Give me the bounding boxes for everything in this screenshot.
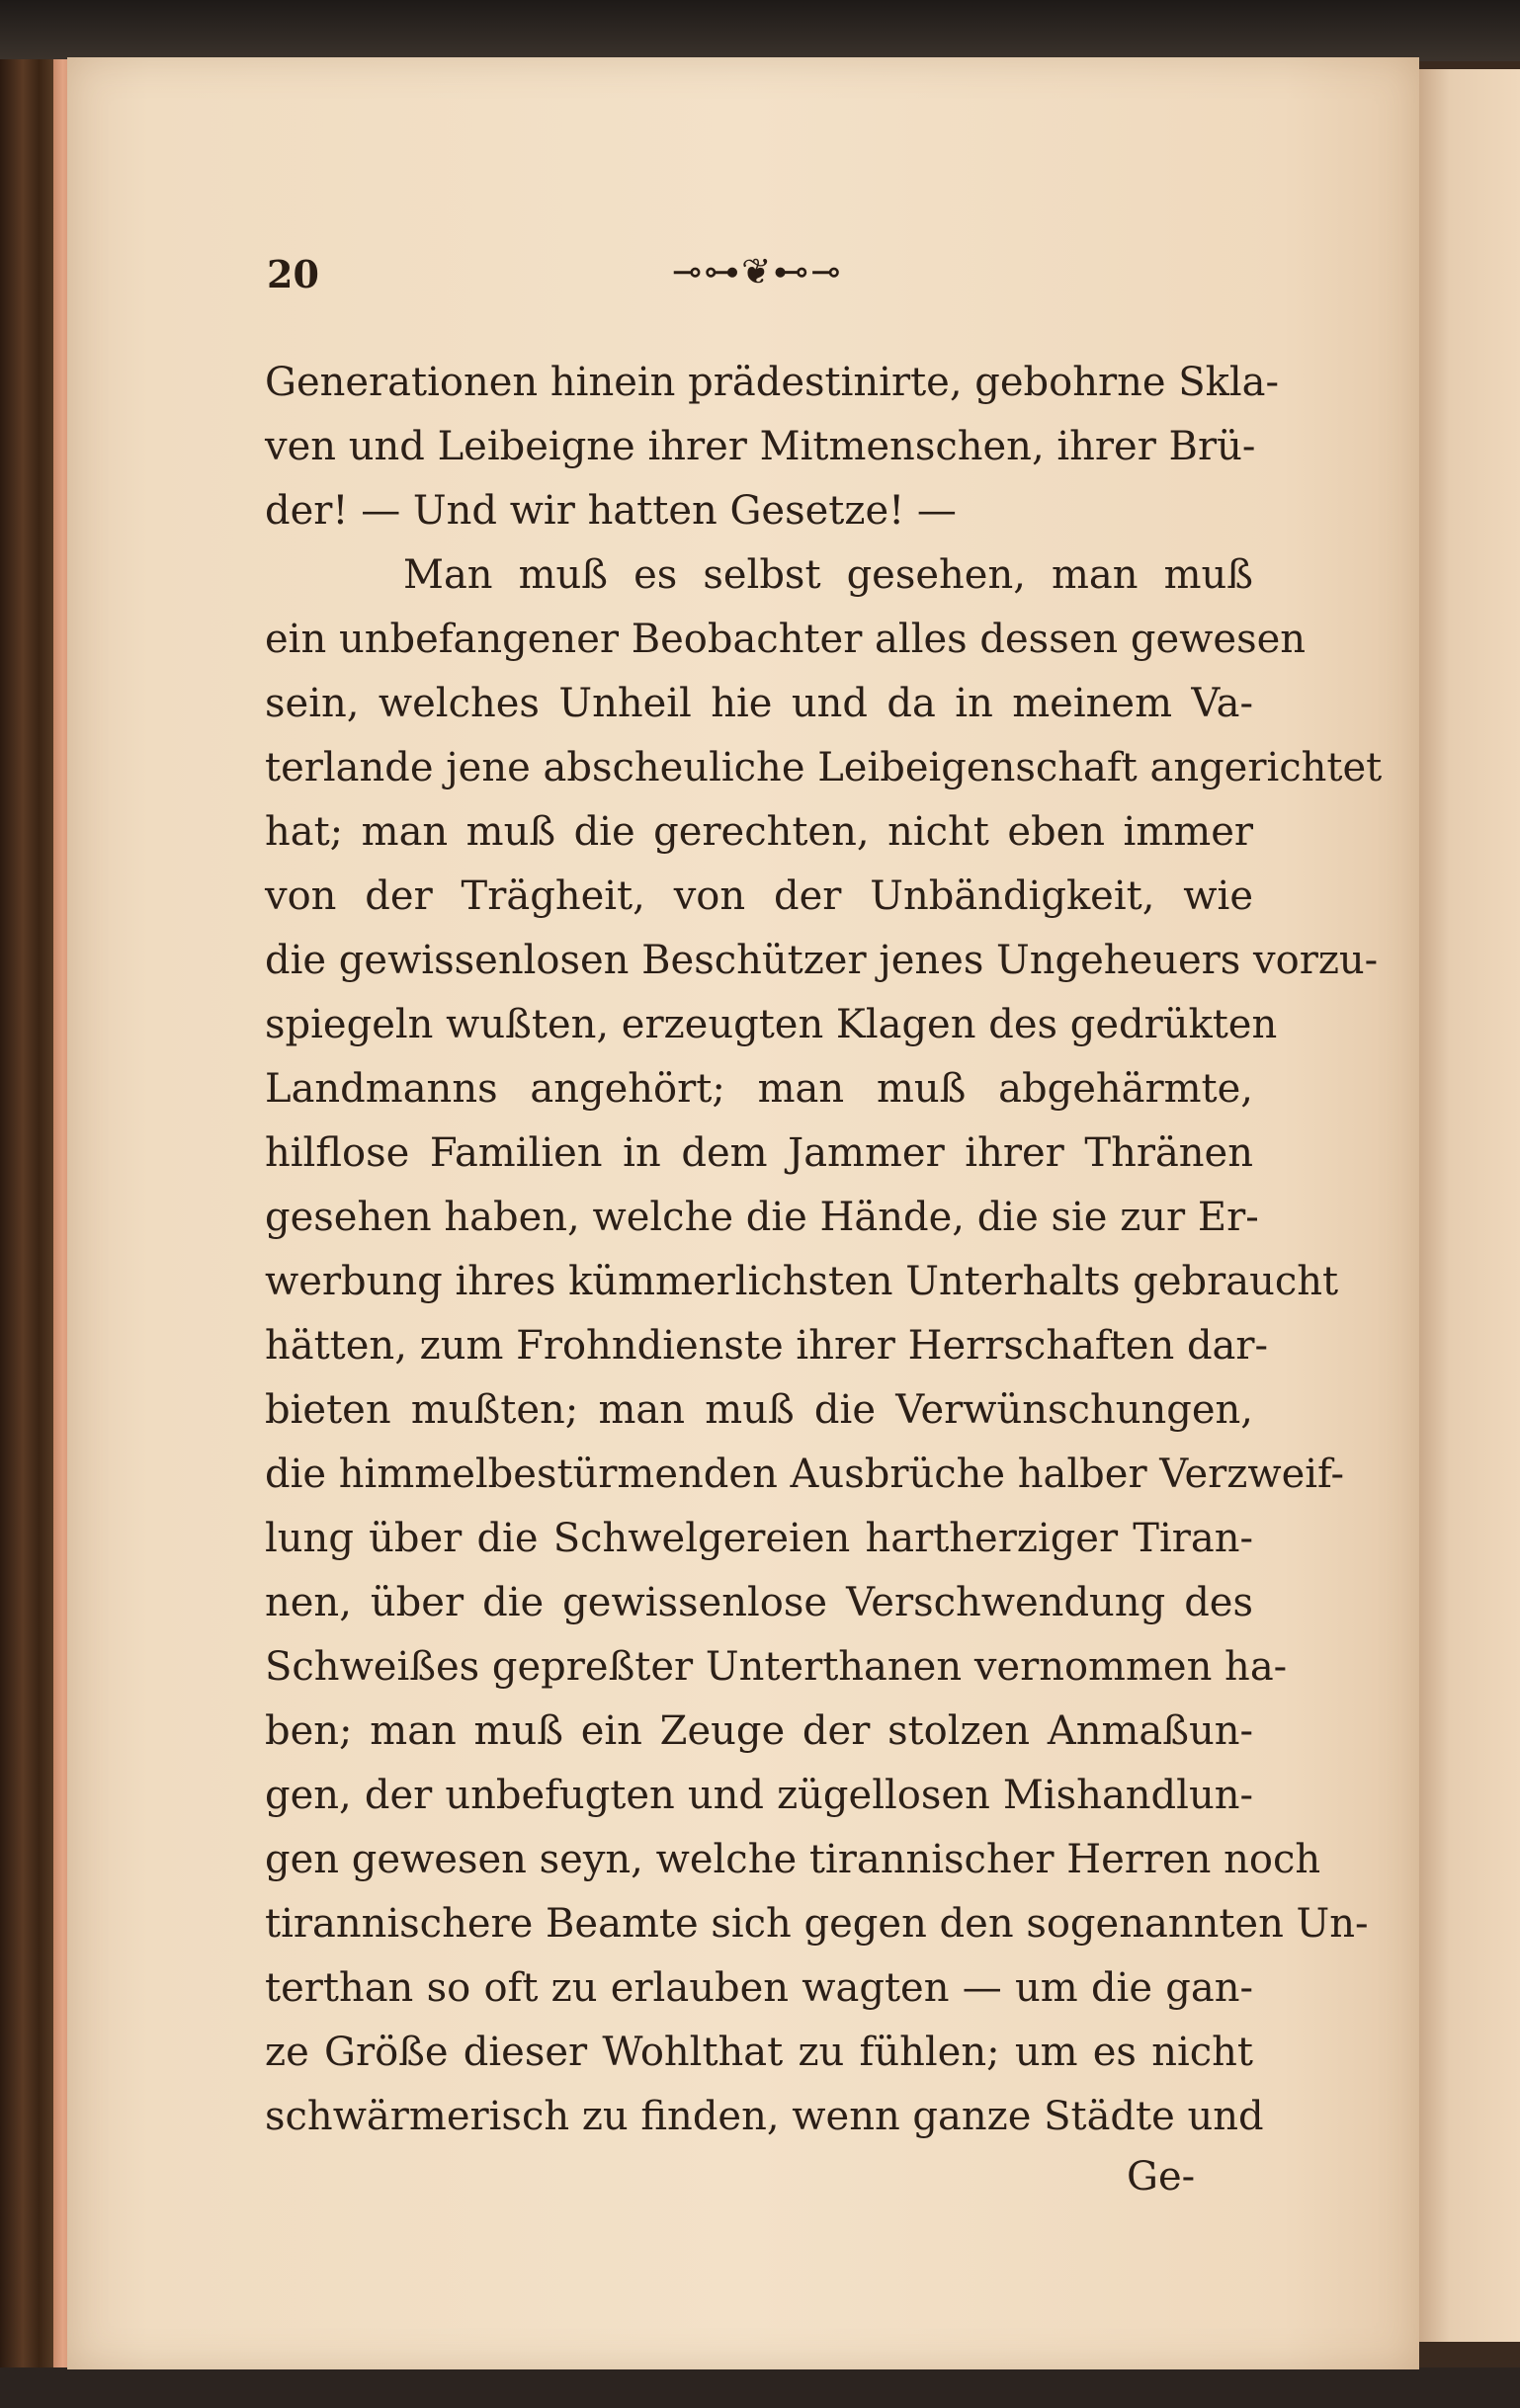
body-text [265,351,1383,2149]
text-line: hat; man muß die gerechten, nicht eben immer [265,809,1253,855]
text-line: tirannischere Beamte sich gegen den sogenannten Un- [265,1901,1369,1947]
scan-top-background [0,0,1520,61]
text-line: terthan so oft zu erlauben wagten — um die gan- [265,1965,1253,2011]
text-line: ein unbefangener Beobachter alles dessen gewesen [265,617,1307,662]
text-line: bieten mußten; man muß die Verwünschungen, [265,1387,1253,1433]
text-line: gesehen haben, welche die Hände, die sie zur Er- [265,1195,1259,1240]
text-line: ven und Leibeigne ihrer Mitmenschen, ihrer Brü- [265,424,1256,469]
page-header [267,252,1265,311]
header-ornament: ⊸⊶❦⊷⊸ [672,252,843,292]
text-line: nen, über die gewissenlose Verschwendung des [265,1580,1253,1625]
text-line: ben; man muß ein Zeuge der stolzen Anmaßun- [265,1708,1253,1754]
text-line: Landmanns angehört; man muß abgehärmte, [265,1066,1253,1112]
text-line: gen, der unbefugten und zügellosen Mishandlun- [265,1773,1253,1818]
text-line: von der Trägheit, von der Unbändigkeit, wie [265,873,1253,919]
text-line: werbung ihres kümmerlichsten Unterhalts gebraucht [265,1259,1339,1304]
text-line: Generationen hinein prädestinirte, gebohrne Skla- [265,360,1280,405]
text-line: spiegeln wußten, erzeugten Klagen des gedrükten [265,1002,1278,1047]
text-line: die gewissenlosen Beschützer jenes Ungeheuers vorzu- [265,938,1379,983]
text-line: sein, welches Unheil hie und da in meinem Va- [265,681,1253,726]
text-line: ze Größe dieser Wohlthat zu fühlen; um es nicht [265,2030,1253,2075]
text-line: terlande jene abscheuliche Leibeigenschaft angerichtet [265,745,1383,790]
text-line: die himmelbestürmenden Ausbrüche halber Verzweif- [265,1452,1344,1497]
text-line: Schweißes gepreßter Unterthanen vernommen ha- [265,1644,1288,1690]
next-page-edge [1419,69,1520,2342]
text-line: hilflose Familien in dem Jammer ihrer Thränen [265,1130,1253,1176]
scan-bottom-background [0,2367,1520,2408]
text-line: der! — Und wir hatten Gesetze! — [265,488,957,534]
page-number: 20 [267,252,319,296]
text-line: gen gewesen seyn, welche tirannischer Herren noch [265,1837,1321,1882]
text-line: schwärmerisch zu finden, wenn ganze Städte und [265,2094,1264,2139]
text-line: lung über die Schwelgereien hartherziger Tiran- [265,1516,1253,1561]
text-line: Man muß es selbst gesehen, man muß [403,552,1253,598]
text-line: hätten, zum Frohndienste ihrer Herrschaften dar- [265,1323,1269,1369]
catchword: Ge- [1127,2154,1196,2200]
